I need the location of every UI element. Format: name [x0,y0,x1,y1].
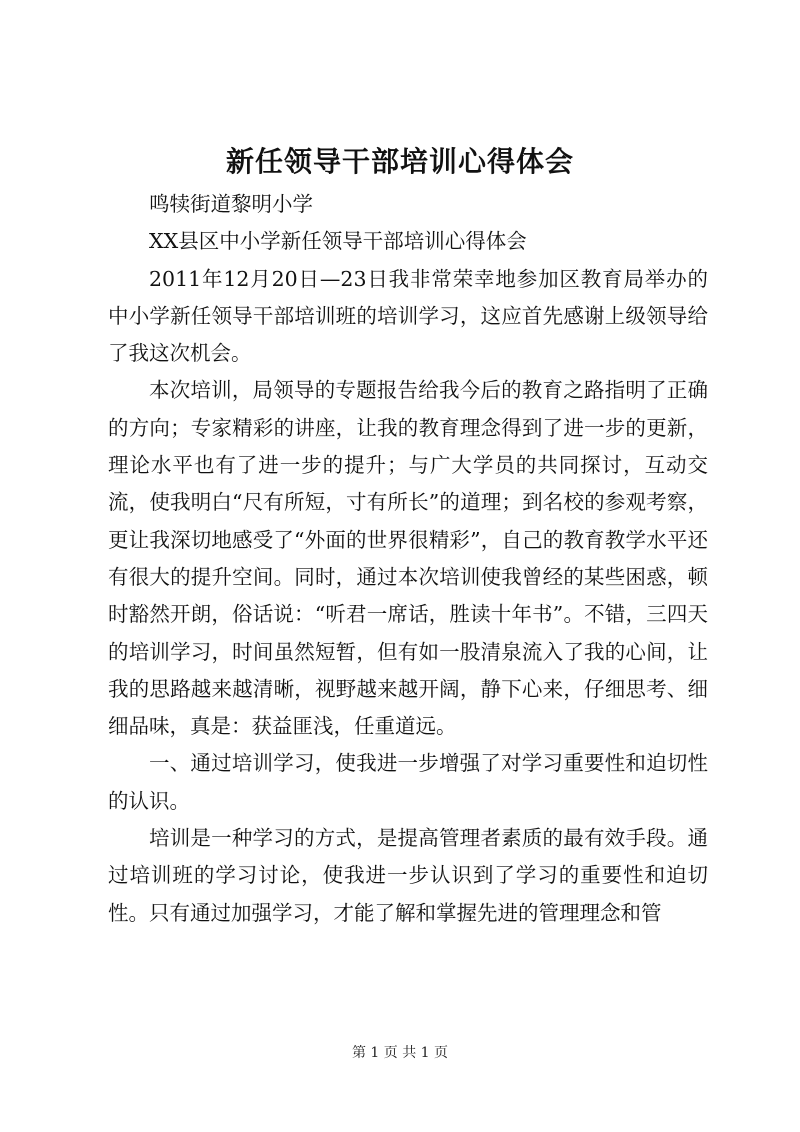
paragraph: 2011年12月20日—23日我非常荣幸地参加区教育局举办的中小学新任领导干部培训班的培训学习，这应首先感谢上级领导给了我这次机会。 [108,266,708,366]
document-title: 新任领导干部培训心得体会 [225,145,574,178]
paragraph: 本次培训，局领导的专题报告给我今后的教育之路指明了正确的方向；专家精彩的讲座，让我的教育理念得到了进一步的更新，理论水平也有了进一步的提升；与广大学员的共同探讨，互动交流，使我明白“尺有所短，寸有所长”的道理；到名校的参观考察，更让我深切地感受了“外面的世界很精彩”，自己的教育教学水平还有很大的提升空间。同时，通过本次培训使我曾经的某些困惑，顿时豁然开朗，俗话说：“听君一席话，胜读十年书”。不错，三四天的培训学习，时间虽然短暂，但有如一股清泉流入了我的心间，让我的思路越来越清晰，视野越来越开阔，静下心来，仔细思考、细细品味，真是：获益匪浅，任重道远。 [108,378,708,739]
document-body [108,186,708,932]
paragraph: 培训是一种学习的方式，是提高管理者素质的最有效手段。通过培训班的学习讨论，使我进一步认识到了学习的重要性和迫切性。只有通过加强学习，才能了解和掌握先进的管理理念和管 [108,826,708,925]
page-footer: 第 1 页 共 1 页 [351,1045,449,1061]
subtitle-line: XX县区中小学新任领导干部培训心得体会 [149,229,527,254]
author-line: 鸣犊街道黎明小学 [149,192,313,216]
section-heading: 一、通过培训学习，使我进一步增强了对学习重要性和迫切性的认识。 [108,751,708,813]
